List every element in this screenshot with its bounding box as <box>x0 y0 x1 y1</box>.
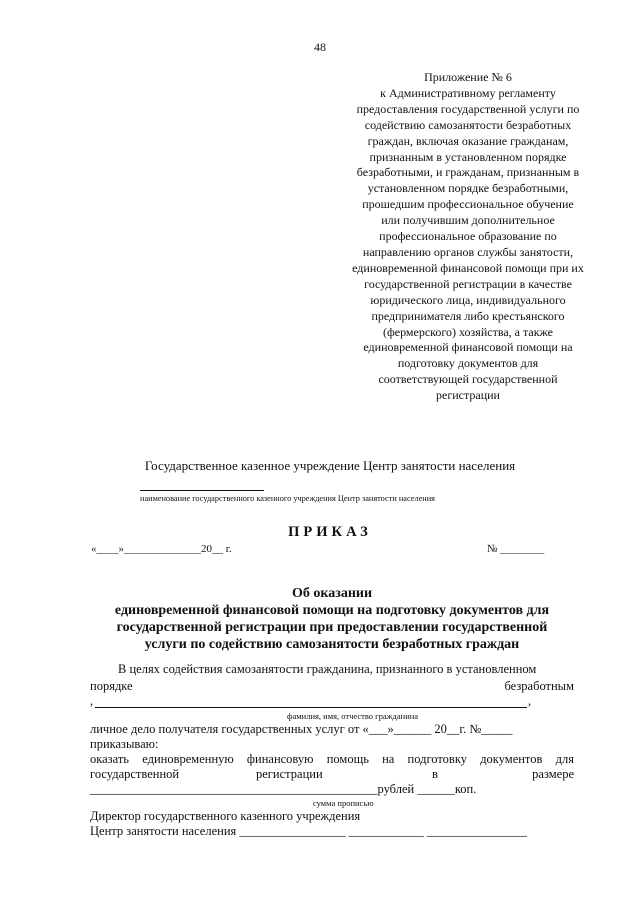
p7-word-4: размере <box>532 767 574 781</box>
organization-underline <box>140 490 264 491</box>
organization-caption: наименование государственного казенного учреждения Центр занятости населения <box>140 494 435 503</box>
appendix-block <box>352 70 584 404</box>
fio-caption: фамилия, имя, отчество гражданина <box>287 711 419 721</box>
p6-word-2: единовременную <box>142 752 234 766</box>
p7-word-1: государственной <box>90 767 180 781</box>
p6-word-4: помощь <box>326 752 369 766</box>
body-paragraph-8: ______________________________________________рублей ______коп. <box>90 782 477 796</box>
body-paragraph-4: личное дело получателя государственных услуг от «___»______ 20__г. №_____ <box>90 722 513 736</box>
subject-line-1: Об оказании <box>291 586 373 601</box>
p6-word-7: документов <box>480 752 543 766</box>
p7-word-3: в <box>432 767 438 781</box>
body-p3-end: , <box>528 694 532 708</box>
sum-caption: сумма прописью <box>313 798 374 808</box>
subject-line-4: услуги по содействию самозанятости безработных граждан <box>144 637 520 652</box>
p6-word-8: для <box>555 752 574 766</box>
fio-blank-line <box>95 707 527 708</box>
page-number: 48 <box>314 40 326 54</box>
body-paragraph-6 <box>90 752 574 767</box>
p6-word-5: на <box>382 752 395 766</box>
body-paragraph-2 <box>90 679 574 694</box>
appendix-title: Приложение № 6 <box>424 70 512 84</box>
body-p2-left: порядке <box>90 679 133 693</box>
body-paragraph-5: приказываю: <box>90 737 159 751</box>
appendix-body: к Административному регламенту предоставления государственной услуги по содействию самозанятости безработных граждан, включая оказание гражданам, признанным в установленном порядке безработными, и гражданам, признанным в установленном порядке безработными, прошедшим профессиональное обучение или получившим дополнительное профессиональное образование по направлению органов службы занятости, единовременной финансовой помощи при их государственной регистрации в качестве юридического лица, индивидуального предпринимателя либо крестьянского (фермерского) хозяйства, а также единовременной финансовой помощи на подготовку документов для соответствующей государственной регистрации <box>352 85 584 403</box>
p6-word-3: финансовую <box>246 752 314 766</box>
subject-line-2: единовременной финансовой помощи на подготовку документов для <box>114 603 550 618</box>
body-p2-right: безработным <box>504 679 574 693</box>
p6-word-1: оказать <box>90 752 130 766</box>
body-paragraph-1: В целях содействия самозанятости гражданина, признанного в установленном <box>118 662 537 676</box>
order-date-line: «____»______________20__ г. <box>91 543 232 555</box>
body-paragraph-9: Директор государственного казенного учреждения <box>90 809 361 823</box>
subject-line-3: государственной регистрации при предоставлении государственной <box>116 620 548 635</box>
organization-name: Государственное казенное учреждение Центр занятости населения <box>144 458 516 473</box>
order-title: ПРИКАЗ <box>288 524 372 540</box>
p6-word-6: подготовку <box>407 752 467 766</box>
order-number-line: № ________ <box>487 543 545 555</box>
body-p3-start: , <box>90 694 94 708</box>
order-subject <box>90 585 574 653</box>
p7-word-2: регистрации <box>256 767 323 781</box>
body-paragraph-10: Центр занятости населения _________________ ____________ ________________ <box>90 824 527 838</box>
